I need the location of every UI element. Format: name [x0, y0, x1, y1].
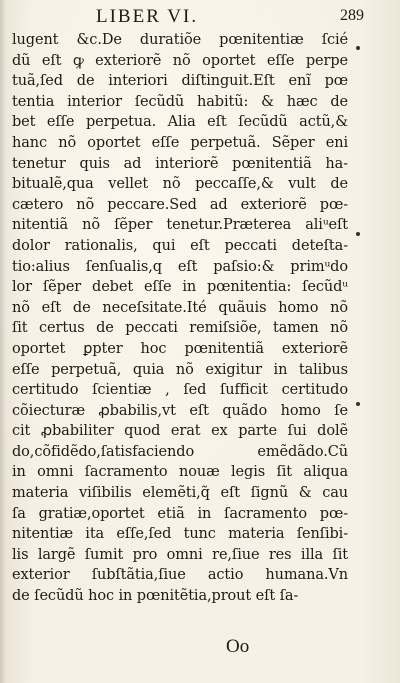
text-line: tenetur quis ad interiorẽ pœnitentiã ha-: [12, 155, 348, 172]
text-line: hanc nõ oportet eſſe perpetuã. Sẽper eni: [12, 134, 348, 151]
text-line: cõiecturæ ꝓbabilis,vt eſt quãdo homo ſe: [12, 402, 348, 419]
margin-dot: [356, 232, 360, 236]
margin-dot: [356, 402, 360, 406]
text-line: lis largẽ ſumit pro omni re,ſiue res illa ſit: [12, 546, 348, 563]
text-line: bet eſſe perpetua. Alia eſt ſecũdũ actũ,&: [12, 114, 348, 131]
body-text: [12, 30, 348, 607]
text-line: tio:alius ſenſualis,q eſt paſsio:& primᵘdo: [12, 258, 348, 275]
text-line: certitudo ſcientiæ , ſed ſufficit certitudo: [12, 382, 348, 399]
text-line: materia viſibilis elemẽti,q̃ eſt ſignũ & cau: [12, 485, 348, 502]
text-line: de ſecũdũ hoc in pœnitẽtia,prout eſt ſa-: [12, 588, 299, 605]
text-line: ſa gratiæ,oportet etiã in ſacramento pœ-: [12, 505, 348, 522]
text-line: bitualẽ,qua vellet nõ peccaſſe,& vult de: [12, 176, 348, 193]
text-line: nitentiæ ita eſſe,ſed tunc materia ſenſibi-: [12, 526, 348, 543]
text-line: cætero nõ peccare.Sed ad exteriorẽ pœ-: [12, 196, 348, 213]
running-head: LIBER VI.: [96, 6, 199, 27]
page-number: 289: [340, 7, 364, 24]
text-line: nitentiã nõ ſẽper tenetur.Præterea aliᵘeſt: [12, 217, 348, 234]
text-line: dolor rationalis, qui eſt peccati deteſta-: [12, 237, 348, 254]
text-line: lor ſẽper debet eſſe in pœnitentia: ſecũdᵘ: [12, 279, 348, 296]
text-line: exterior ſubſtãtia,ſiue actio humana.Vn: [12, 567, 348, 584]
text-line: tuã,ſed de interiori diſtinguit.Eſt enĩ pœ: [12, 73, 348, 90]
text-line: nõ eſt de neceſsitate.Ité quãuis homo nõ: [12, 299, 348, 316]
page-header: [0, 6, 400, 28]
text-line: oportet ꝑpter hoc pœnitentiã exteriorẽ: [12, 340, 348, 357]
text-line: cit ꝓbabiliter quod erat ex parte ſui dolẽ: [12, 423, 348, 440]
text-line: eſſe perpetuã, quia nõ exigitur in talibus: [12, 361, 348, 378]
text-line: tentia interior ſecũdũ habitũ: & hæc de: [12, 93, 348, 110]
text-line: do,cõfidẽdo,ſatisfaciendo emẽdãdo.Cũ: [12, 443, 348, 460]
text-line: lugent &c.De duratiõe pœnitentiæ ſcié: [12, 32, 348, 48]
page-gutter-shadow: [0, 0, 6, 683]
text-line: in omni ſacramento nouæ legis ſit aliqua: [12, 464, 348, 481]
text-line: dũ eſt ꝙ exteriorẽ nõ oportet eſſe perpe: [12, 52, 348, 69]
catchword: Oo: [226, 636, 250, 657]
margin-dot: [356, 46, 360, 50]
text-line: ſit certus de peccati remiſsiõe, tamen nõ: [12, 320, 348, 337]
